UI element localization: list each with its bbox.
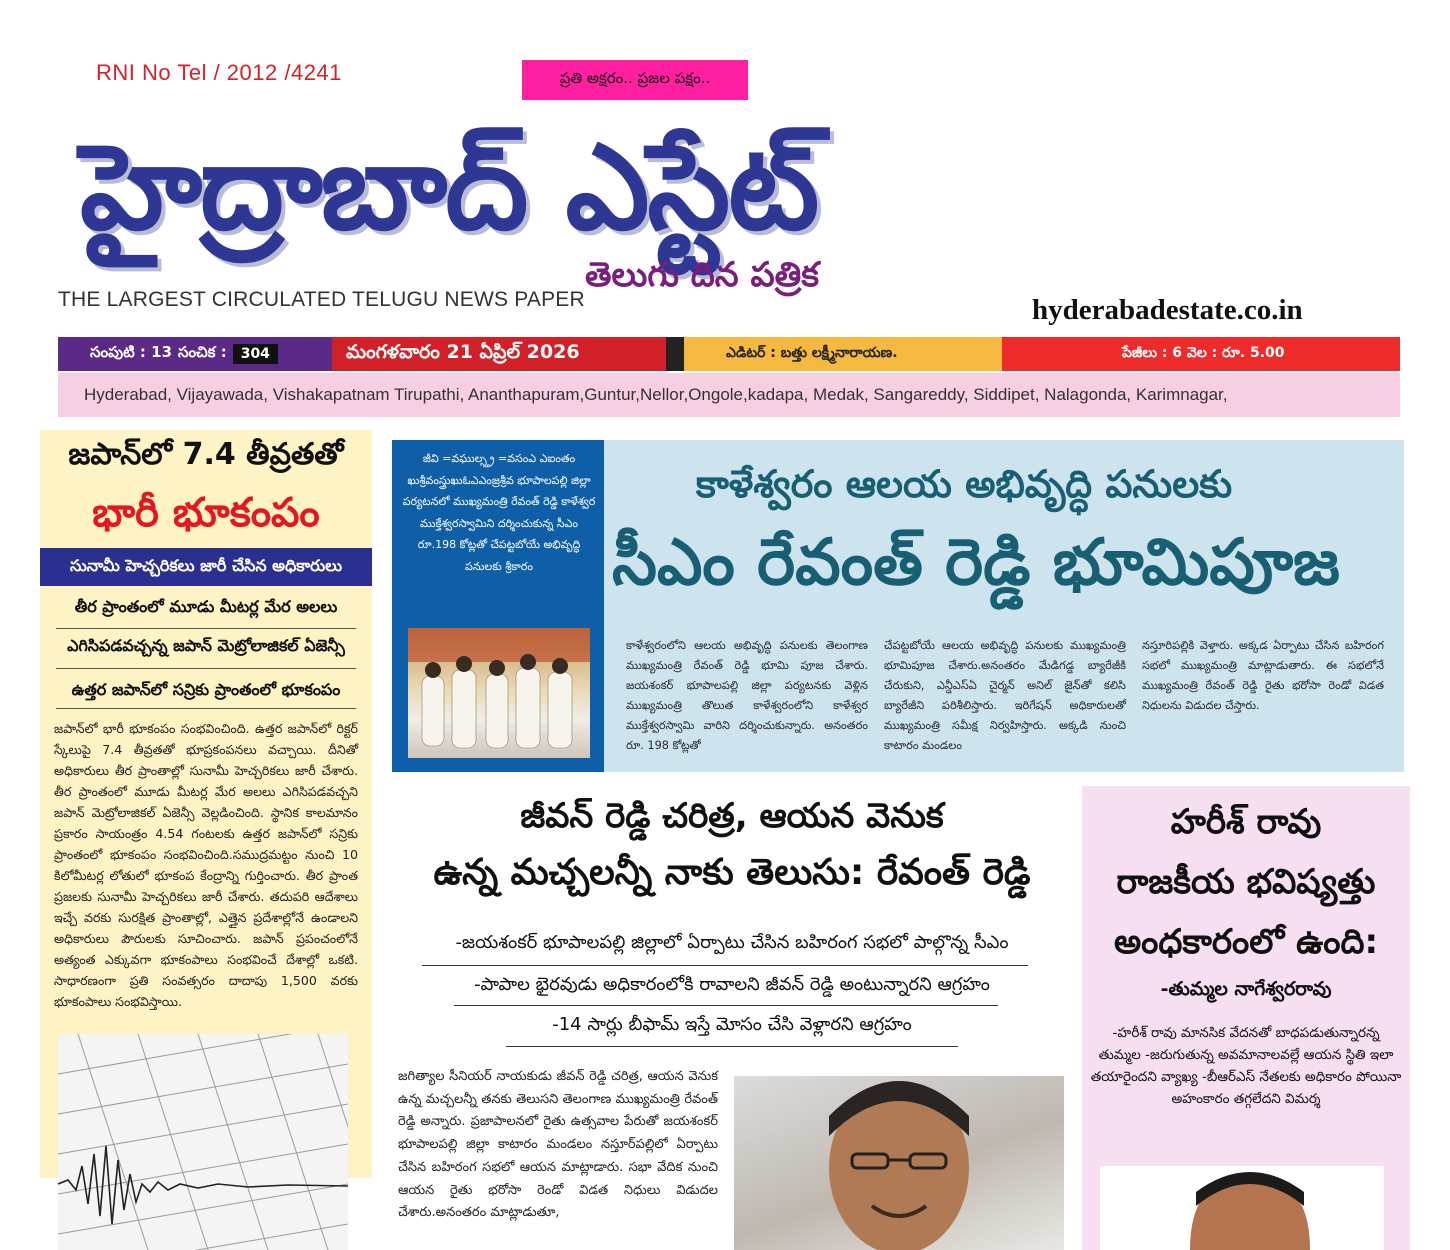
japan-subhead: తీర ప్రాంతంలో మూడు మీటర్ల మేర అలలు bbox=[74, 597, 338, 616]
newspaper-logo: హైద్రాబాద్ ఎస్టేట్ bbox=[80, 118, 818, 256]
jeevan-subhead: -జయశంకర్ భూపాలపల్లి జిల్లాలో ఏర్పాటు చేసిన బహిరంగ సభలో పాల్గొన్న సీఎం bbox=[455, 932, 1009, 953]
portrait-graphic bbox=[1100, 1166, 1384, 1250]
edition-cities: Hyderabad, Vijayawada, Vishakapatnam Tirupathi, Ananthapuram,Guntur,Nellor,Ongole,kadapa, Medak, Sangareddy, Siddipet, Nalagonda, Karimnagar, bbox=[58, 373, 1400, 417]
portrait-graphic bbox=[734, 1076, 1064, 1250]
jeevan-headline-line2: ఉన్న మచ్చలన్నీ నాకు తెలుసు: రేవంత్ రెడ్డి bbox=[433, 852, 1031, 893]
daily-subtitle: తెలుగు దిన పత్రిక bbox=[585, 255, 819, 295]
japan-subhead: ఎగిసిపడవచ్చన్న జపాన్ మెట్రోలాజికల్ ఏజెన్సీ bbox=[67, 636, 345, 655]
issue-number: 304 bbox=[233, 344, 278, 364]
tummala-photo bbox=[1100, 1166, 1384, 1250]
harish-headline-line3: అంధకారంలో ఉంది: bbox=[1113, 922, 1379, 962]
kaleshwaram-headline-line1: కాళేశ్వరం ఆలయ అభివృద్ధి పనులకు bbox=[695, 462, 1233, 506]
kaleshwaram-column-3: నస్తూరిపల్లికి వెళ్తారు. అక్కడ ఏర్పాటు చేసిన బహిరంగ సభలో ముఖ్యమంత్రి మాట్లాడుతారు. ఈ సభలోనే ముఖ్యమంత్రి రేవంత్ రెడ్డి రైతు భరోసా రెండో విడత నిధులను విడుదల చేస్తారు. bbox=[1142, 639, 1384, 712]
divider bbox=[506, 1046, 958, 1047]
info-bar bbox=[58, 337, 1400, 371]
bhoomi-puja-photo bbox=[408, 628, 590, 758]
jeevan-subhead: -14 సార్లు బీఫామ్ ఇస్తే మోసం చేసి వెళ్లారని ఆగ్రహం bbox=[552, 1014, 912, 1035]
pages-price: పేజీలు : 6 వెల : రూ. 5.00 bbox=[1002, 337, 1400, 371]
divider bbox=[56, 708, 356, 709]
kaleshwaram-caption: జీవి =వఘుల్స్త్ర =వసంఎ ఎఐంతం ఖుశ్రీవంస్త్రుఖుఓఎఎంజ్రశ్రీవ భూపాలపల్లి జిల్లా పర్యటనలో ముఖ్యమంత్రి రేవంత్ రెడ్డి కాళేశ్వర ముక్తేశ్వరస్వామిని దర్శించుకున్న సీఎం రూ.198 కోట్లతో చేపట్టబోయే అభివృద్ధి పనులకు శ్రీకారం bbox=[402, 452, 596, 573]
harish-headline-line2: రాజకీయ భవిష్యత్తు bbox=[1116, 862, 1376, 902]
volume-issue bbox=[58, 337, 332, 371]
japan-headline-line1: జపాన్‌లో 7.4 తీవ్రతతో bbox=[68, 437, 344, 472]
kaleshwaram-column-2: చేపట్టబోయే ఆలయ అభివృద్ధి పనులకు ముఖ్యమంత్రి భూమిపూజ చేశారు.అనంతరం మేడిగడ్డ బ్యారేజీకి చేరుకుని, ఎన్డీఎస్ఏ చైర్మన్ అనిల్ జైన్‌తో కలిసి బ్యారేజీని పరిశీలిస్తారు. ఇరిగేషన్ అధికారులతో ముఖ్యమంత్రి సమీక్ష నిర్వహిస్తారు. అక్కడి నుంచి కాటారం మండలం bbox=[884, 639, 1126, 752]
japan-subhead: ఉత్తర జపాన్‌లో సన్రికు ప్రాంతంలో భూకంపం bbox=[71, 680, 341, 699]
bhoomi-puja-figures bbox=[408, 628, 590, 758]
harish-byline: -తుమ్మల నాగేశ్వరరావు bbox=[1160, 978, 1332, 1000]
kaleshwaram-column-1: కాళేశ్వరంలోని ఆలయ అభివృద్ధి పనులకు తెలంగాణ ముఖ్యమంత్రి రేవంత్ రెడ్డి భూమి పూజ చేశారు. జయశంకర్ భూపాలపల్లి జిల్లా పర్యటనకు వెళ్లిన ముఖ్యమంత్రి తొలుత కాళేశ్వరంలోని కాళేశ్వర ముక్తేశ్వరస్వామి వారిని దర్శించుకున్నారు. అనంతరం రూ. 198 కోట్లతో bbox=[626, 639, 868, 752]
rni-number: RNI No Tel / 2012 /4241 bbox=[96, 60, 342, 85]
jeevan-subhead: -పాపాల భైరవుడు అధికారంలోకి రావాలని జీవన్ రెడ్డి అంటున్నారని ఆగ్రహం bbox=[474, 974, 990, 995]
jeevan-article-body: జగిత్యాల సీనియర్ నాయకుడు జీవన్ రెడ్డి చరిత్ర, ఆయన వెనుక ఉన్న మచ్చలన్నీ తనకు తెలుసని తెలంగాణ ముఖ్యమంత్రి రేవంత్ రెడ్డి అన్నారు. ప్రజాపాలనలో రైతు ఉత్సవాల పేరుతో జయశంకర్ భూపాలపల్లి జిల్లా కాటారం మండలం నస్తూర్‌పల్లిలో ఏర్పాటు చేసిన బహిరంగ సభలో ఆయన మాట్లాడారు. సభా వేదిక నుంచి ఆయన రైతు భరోసా రెండో విడత నిధులు విడుదల చేశారు.అనంతరం మాట్లాడుతూ, bbox=[398, 1069, 718, 1221]
divider bbox=[56, 668, 356, 669]
divider bbox=[422, 965, 1028, 966]
divider bbox=[454, 1005, 998, 1006]
tsunami-banner: సునామీ హెచ్చరికలు జారీ చేసిన అధికారులు bbox=[40, 548, 372, 586]
seismograph-graphic bbox=[58, 1034, 348, 1250]
website-link[interactable]: hyderabadestate.co.in bbox=[1032, 294, 1303, 326]
japan-article-body: జపాన్‌లో భారీ భూకంపం సంభవించింది. ఉత్తర జపాన్‌లో రిక్టర్ స్కేలుపై 7.4 తీవ్రతతో భూప్రకంపనలు వచ్చాయి. దీనితో అధికారులు తీర ప్రాంతాల్లో సునామీ హెచ్చరికలు జారీ చేశారు. తీర ప్రాంతంలో మూడు మీటర్ల మేర అలలు ఎగిసిపడవచ్చని జపాన్ మెట్రోలాజికల్ ఏజెన్సీ వెల్లడించింది. స్థానిక కాలమానం ప్రకారం సాయంత్రం 4.54 గంటలకు ఉత్తర జపాన్‌లో సన్రికు ప్రాంతంలో భూకంపం సంభవించింది.సముద్రమట్టం నుంచి 10 కిలోమీటర్ల లోతులో భూకంప కేంద్రాన్ని గుర్తించారు. తీర ప్రాంత ప్రజలకు సునామీ హెచ్చరికలు జారీ చేశారు. తదుపరి ఆదేశాలు ఇచ్చే వరకు సురక్షిత ప్రాంతాల్లో, ఎత్తైన ప్రదేశాల్లోనే ఉండాలని అధికారులు పౌరులకు సూచించారు. జపాన్ ప్రపంచంలోనే అత్యంత ఎక్కువగా భూకంపాలు సంభవించే దేశాల్లో ఒకటి. సాధారణంగా ప్రతి సంవత్సరం దాదాపు 1,500 వరకు భూకంపాలు సంభవిస్తాయి. bbox=[54, 721, 358, 1009]
harish-points: -హరీశ్ రావు మానసిక వేదనతో బాధపడుతున్నారన్న తుమ్మల -జరుగుతున్న అవమానాలవల్లే ఆయన స్థితి ఇలా తయారైందని వ్యాఖ్య -బీఆర్ఎస్ నేతలకు అధికారం పోయినా అహంకారం తగ్గలేదని విమర్శ bbox=[1090, 1025, 1402, 1107]
harish-headline-line1: హరీశ్ రావు bbox=[1170, 802, 1322, 842]
kaleshwaram-headline-line2: సీఎం రేవంత్ రెడ్డి భూమిపూజ bbox=[612, 526, 1340, 600]
tagline-badge: ప్రతి అక్షరం.. ప్రజల పక్షం.. bbox=[522, 60, 748, 100]
circulation-claim: THE LARGEST CIRCULATED TELUGU NEWS PAPER bbox=[58, 288, 585, 311]
editor-name: ఎడిటర్ : బత్తు లక్ష్మీనారాయణ. bbox=[684, 337, 1002, 371]
volume-label: సంపుటి : 13 bbox=[90, 343, 173, 361]
edition-date: మంగళవారం 21 ఏప్రిల్ 2026 bbox=[332, 337, 684, 371]
issue-label: సంచిక : bbox=[178, 343, 227, 361]
revanth-reddy-photo bbox=[734, 1076, 1064, 1250]
seismograph-image bbox=[58, 1034, 348, 1250]
jeevan-headline-line1: జీవన్ రెడ్డి చరిత్ర, ఆయన వెనుక bbox=[520, 796, 944, 836]
divider bbox=[56, 628, 356, 629]
japan-headline-line2: భారీ భూకంపం bbox=[92, 490, 320, 536]
